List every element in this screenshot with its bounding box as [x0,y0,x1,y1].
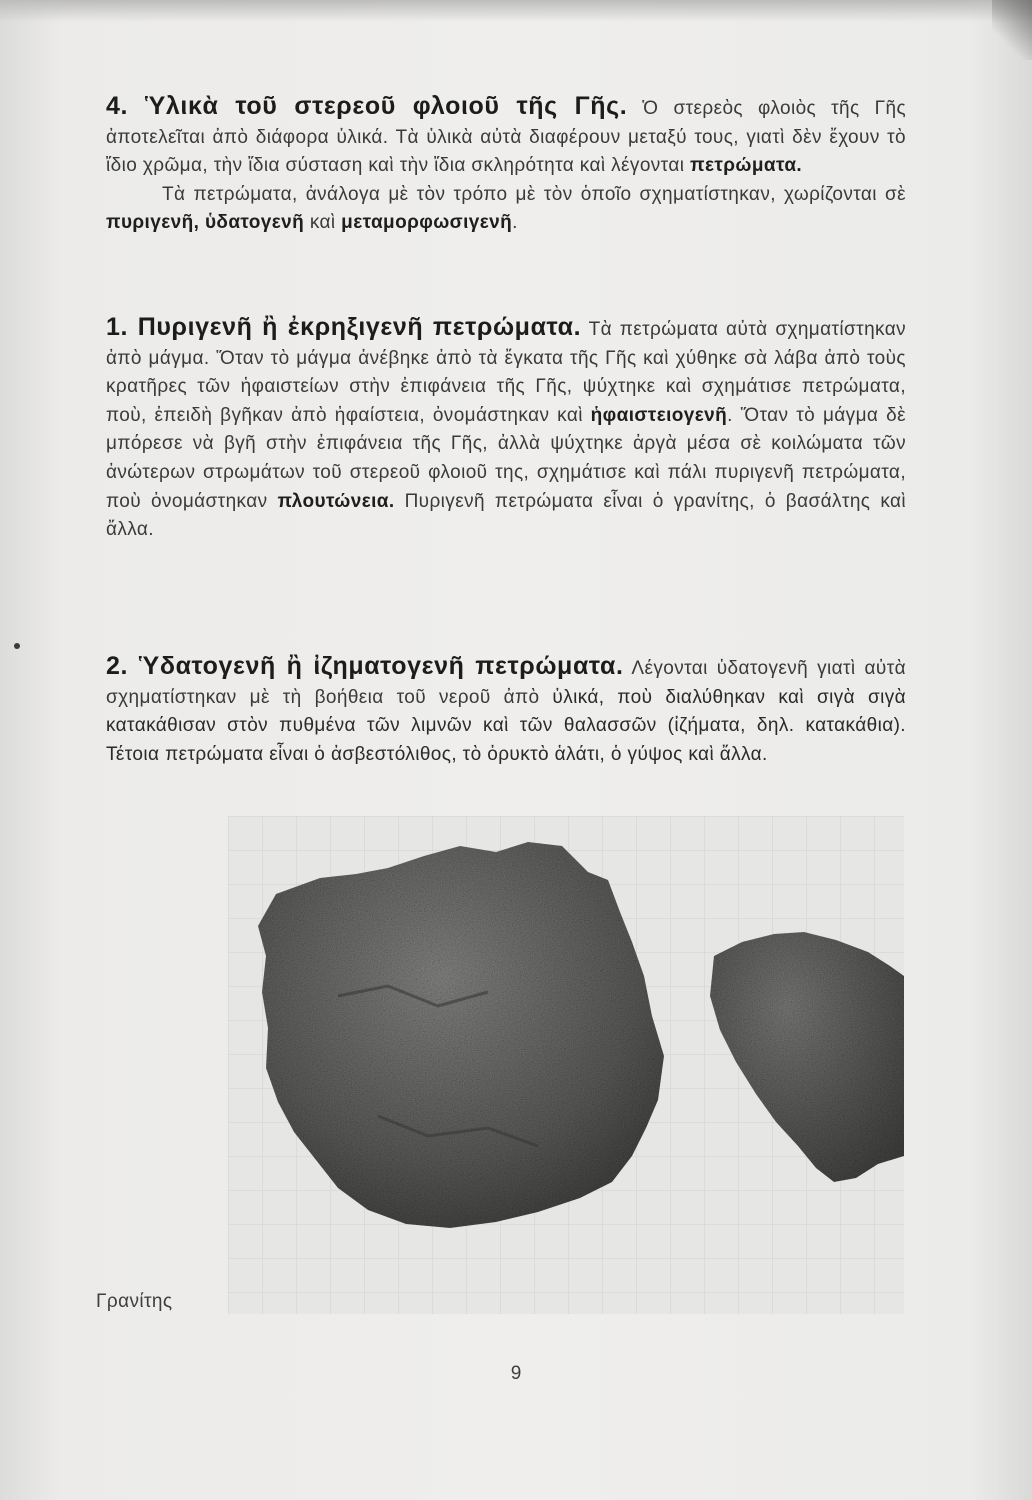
section-2-body-b: ὑλικά, ποὺ διαλύθηκαν καὶ σιγὰ σιγὰ κατακάθισαν στὸν πυθμένα τῶν λιμνῶν καὶ τῶν θαλασσῶν (ἰζήματα, δηλ. κατακάθια). [106,686,906,737]
section-2-heading: 2. Ὑδατογενῆ ἢ ἰζηματογενῆ πετρώματα. [106,652,624,680]
term-metamorfosigeni: μεταμορφωσιγενῆ [341,212,513,234]
granite-photo [228,816,904,1314]
scan-corner-shadow [992,0,1032,60]
section-2-paragraph [106,652,906,769]
section-4-body: Ὁ στερεὸς φλοιὸς τῆς Γῆς ἀποτελεῖται ἀπὸ διάφορα ὑλικά. Τὰ ὑλικὰ αὐτὰ διαφέρουν μεταξύ τους, γιατὶ δὲν ἔχουν τὸ ἴδιο χρῶμα, τὴν ἴδια σύσταση καὶ τὴν ἴδια σκληρότητα καὶ λέγονται [106,98,906,177]
margin-mark [14,643,20,649]
section-2-body-c: Τέτοια πετρώματα εἶναι ὁ ἀσβεστόλιθος, τὸ ὀρυκτὸ ἁλάτι, ὁ γύψος καὶ ἄλλα. [106,743,768,765]
section-4-paragraph-1 [106,92,906,181]
scan-top-shadow [0,0,1032,22]
section-4-heading: 4. Ὑλικὰ τοῦ στερεοῦ φλοιοῦ τῆς Γῆς. [106,92,628,120]
term-ifaisteiogeni: ἡφαιστειογενῆ [590,404,728,426]
section-1-heading: 1. Πυριγενῆ ἢ ἐκρηξιγενῆ πετρώματα. [106,313,582,341]
page-number: 9 [510,1363,522,1384]
section-1-body-b: . Ὅταν τὸ μάγμα δὲ μπόρεσε νὰ βγῆ στὴν ἐπιφάνεια τῆς Γῆς, ἀλλὰ ψύχτηκε ἀργὰ μέσα σὲ κοιλώματα τῶν ἀνώτερων στρωμάτων τοῦ στερεοῦ φλοιοῦ της, σχημάτισε καὶ πάλι πυριγενῆ πετρώματα, ποὺ ὀνομάστηκαν [106,404,906,512]
section-4-paragraph-2 [106,181,906,238]
section-4-para2-text: Τὰ πετρώματα, ἀνάλογα μὲ τὸν τρόπο μὲ τὸν ὁποῖο σχηματίστηκαν, χωρίζονται σὲ [162,183,906,205]
section-2-body-a: Λέγονται ὑδατογενῆ γιατὶ αὐτὰ σχηματίστηκαν μὲ τὴ βοήθεια τοῦ νεροῦ ἀπὸ [106,658,906,708]
section-1-paragraph [106,313,906,545]
section-4 [106,92,906,238]
section-4-para2-conj: καὶ [304,212,342,234]
figure-caption: Γρανίτης [96,1291,173,1312]
section-2 [106,652,906,769]
section-1-body-c: Πυριγενῆ πετρώματα εἶναι ὁ γρανίτης, ὁ βασάλτης καὶ ἄλλα. [106,490,907,541]
section-1-body-a: Τὰ πετρώματα αὐτὰ σχηματίστηκαν ἀπὸ μάγμα. Ὅταν τὸ μάγμα ἀνέβηκε ἀπὸ τὰ ἔγκατα τῆς Γῆς καὶ χύθηκε σὰ λάβα ἀπὸ τοὺς κρατῆρες τῶν ἡφαιστείων στὴν ἐπιφάνεια τῆς Γῆς, ψύχτηκε καὶ σχημάτισε πετρώματα, ποὺ, ἐπειδὴ βγῆκαν ἀπὸ ἡφαίστεια, ὀνομάστηκαν καὶ [106,319,906,426]
term-ploutoneia: πλουτώνεια. [277,490,395,512]
term-pyrigeni-ydatogeni: πυριγενῆ, ὑδατογενῆ [106,212,305,234]
section-1 [106,313,906,545]
term-petromata: πετρώματα. [690,155,803,177]
section-4-para2-end: . [512,212,518,234]
